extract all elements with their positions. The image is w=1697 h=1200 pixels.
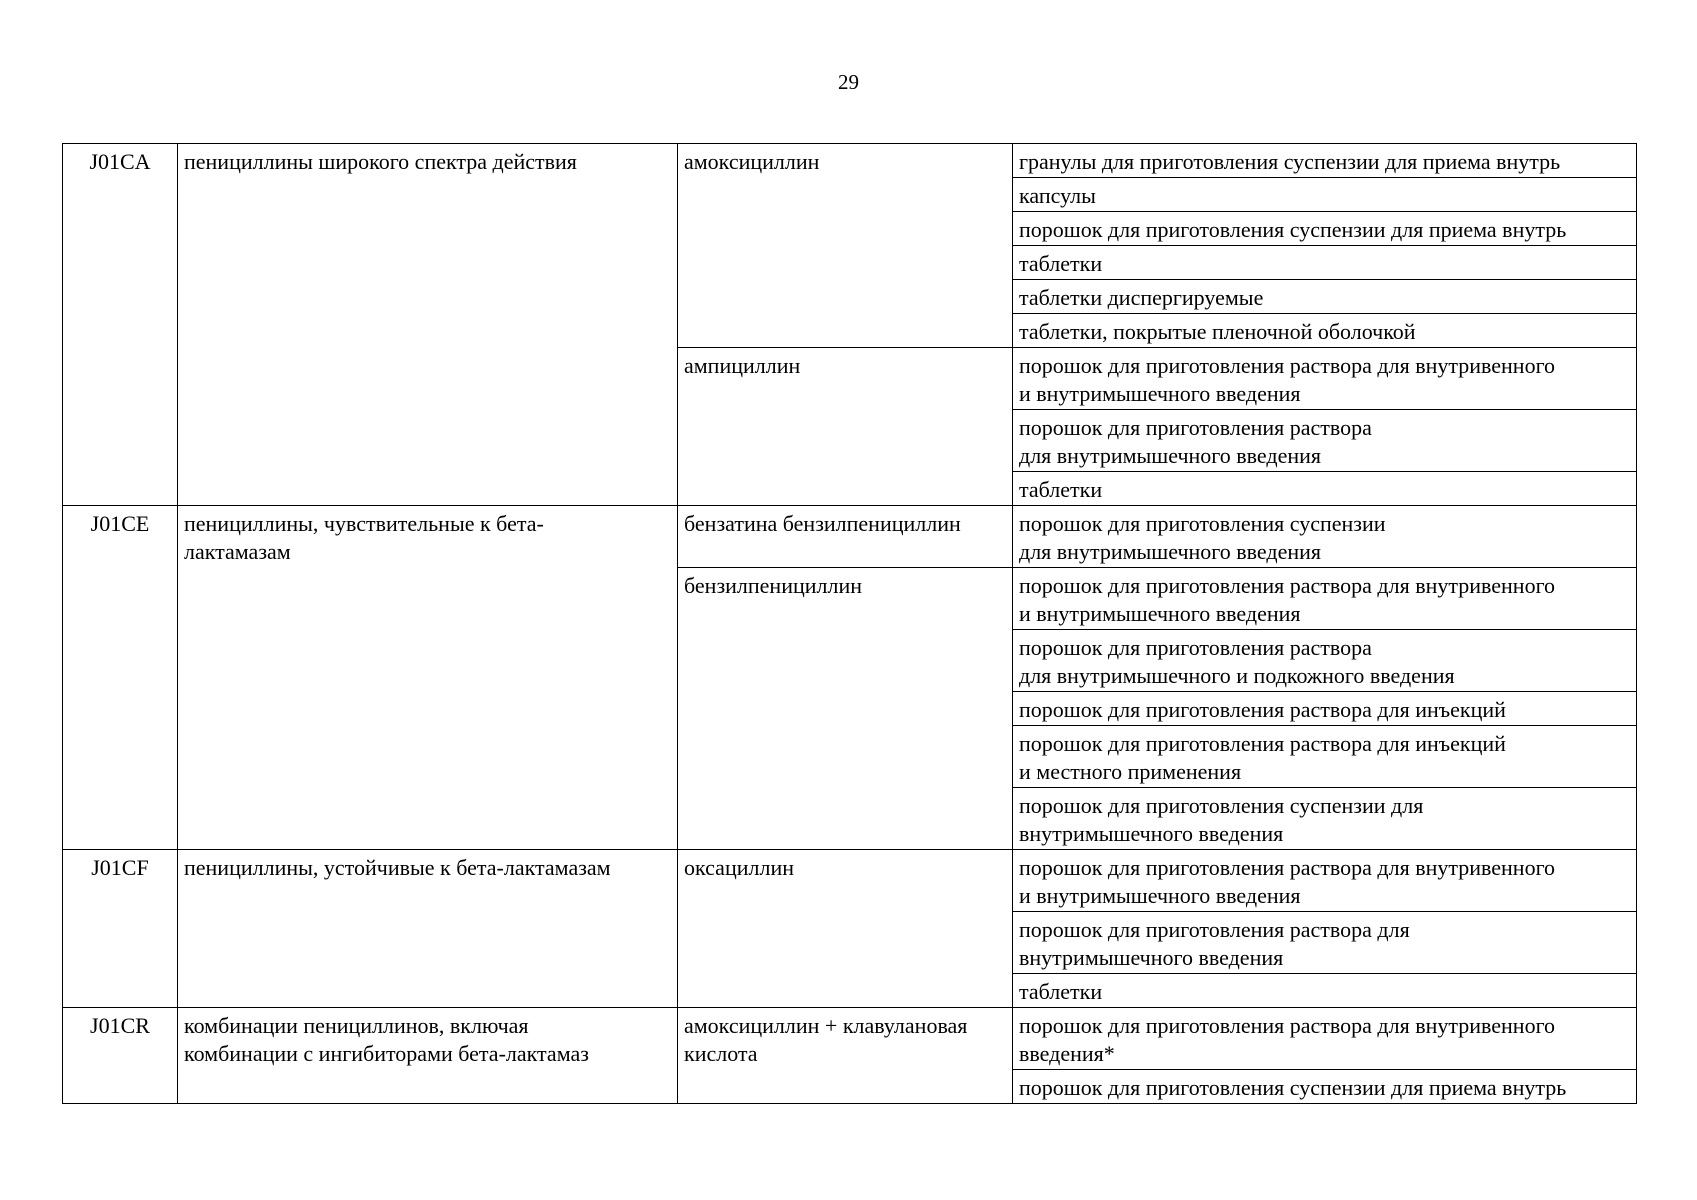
table-row xyxy=(63,144,1637,178)
substance-cell: оксациллин xyxy=(678,850,1013,1008)
dosage-form-cell: порошок для приготовления раствора для внутримышечного введения xyxy=(1013,410,1637,472)
atc-group-cell: пенициллины, чувствительные к бета- лактамазам xyxy=(178,506,678,850)
dosage-form-cell: порошок для приготовления раствора для внутривенного и внутримышечного введения xyxy=(1013,850,1637,912)
dosage-form-cell: порошок для приготовления суспензии для приема внутрь xyxy=(1013,1070,1637,1104)
dosage-form-cell: порошок для приготовления раствора для инъекций xyxy=(1013,692,1637,726)
drug-table xyxy=(62,143,1637,1104)
substance-cell: амоксициллин + клавулановая кислота xyxy=(678,1008,1013,1104)
atc-code-cell: J01CF xyxy=(63,850,178,1008)
table-row xyxy=(63,850,1637,912)
dosage-form-cell: таблетки диспергируемые xyxy=(1013,280,1637,314)
table-row xyxy=(63,506,1637,568)
substance-cell: ампициллин xyxy=(678,348,1013,506)
table-row xyxy=(63,1008,1637,1070)
dosage-form-cell: таблетки, покрытые пленочной оболочкой xyxy=(1013,314,1637,348)
atc-group-cell: комбинации пенициллинов, включая комбинации с ингибиторами бета-лактамаз xyxy=(178,1008,678,1104)
substance-cell: амоксициллин xyxy=(678,144,1013,348)
dosage-form-cell: гранулы для приготовления суспензии для приема внутрь xyxy=(1013,144,1637,178)
dosage-form-cell: таблетки xyxy=(1013,974,1637,1008)
dosage-form-cell: порошок для приготовления раствора для внутримышечного введения xyxy=(1013,912,1637,974)
dosage-form-cell: таблетки xyxy=(1013,246,1637,280)
dosage-form-cell: порошок для приготовления раствора для внутривенного и внутримышечного введения xyxy=(1013,348,1637,410)
dosage-form-cell: порошок для приготовления суспензии для приема внутрь xyxy=(1013,212,1637,246)
atc-group-cell: пенициллины, устойчивые к бета-лактамазам xyxy=(178,850,678,1008)
substance-cell: бензатина бензилпенициллин xyxy=(678,506,1013,568)
dosage-form-cell: порошок для приготовления раствора для внутримышечного и подкожного введения xyxy=(1013,630,1637,692)
dosage-form-cell: порошок для приготовления раствора для внутривенного введения* xyxy=(1013,1008,1637,1070)
dosage-form-cell: таблетки xyxy=(1013,472,1637,506)
dosage-form-cell: порошок для приготовления суспензии для внутримышечного введения xyxy=(1013,506,1637,568)
atc-code-cell: J01CR xyxy=(63,1008,178,1104)
dosage-form-cell: порошок для приготовления раствора для инъекций и местного применения xyxy=(1013,726,1637,788)
dosage-form-cell: порошок для приготовления раствора для внутривенного и внутримышечного введения xyxy=(1013,568,1637,630)
atc-code-cell: J01CA xyxy=(63,144,178,506)
atc-group-cell: пенициллины широкого спектра действия xyxy=(178,144,678,506)
page-number: 29 xyxy=(838,70,859,94)
dosage-form-cell: капсулы xyxy=(1013,178,1637,212)
atc-code-cell: J01CE xyxy=(63,506,178,850)
dosage-form-cell: порошок для приготовления суспензии для внутримышечного введения xyxy=(1013,788,1637,850)
substance-cell: бензилпенициллин xyxy=(678,568,1013,850)
